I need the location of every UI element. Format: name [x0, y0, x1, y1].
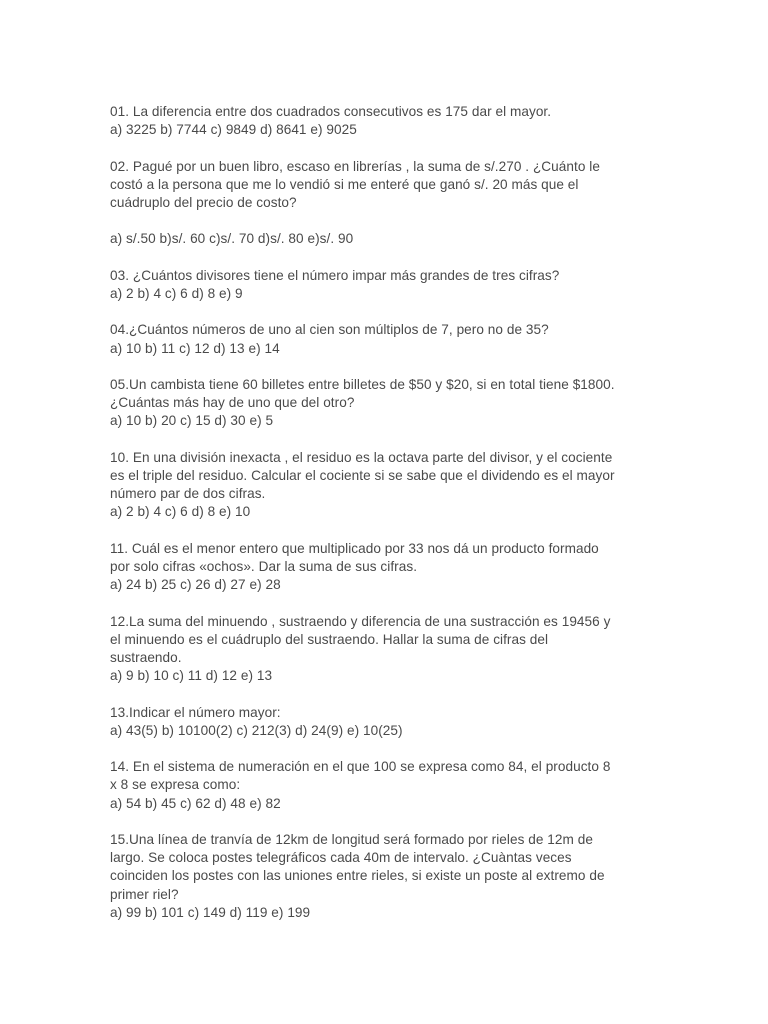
problem-statement: 12.La suma del minuendo , sustraendo y diferencia de una sustracción es 19456 y el minuendo es el cuádruplo del sustraendo. Hallar la suma de cifras del sustraendo.	[110, 613, 611, 665]
problem-12	[110, 613, 670, 686]
problem-14	[110, 758, 670, 813]
problem-13	[110, 704, 670, 740]
problem-statement: 02. Pagué por un buen libro, escaso en librerías , la suma de s/.270 . ¿Cuánto le costó a la persona que me lo vendió si me enteré que ganó s/. 20 más que el cuádruplo del precio de costo?	[110, 158, 600, 210]
problem-statement: 15.Una línea de tranvía de 12km de longitud será formado por rieles de 12m de largo. Se coloca postes telegráficos cada 40m de intervalo. ¿Cuàntas veces coinciden los postes con las uniones entre rieles, si existe un poste al extremo de primer riel?	[110, 831, 605, 902]
problem-statement: 13.Indicar el número mayor:	[110, 704, 281, 720]
problem-statement: 14. En el sistema de numeración en el que 100 se expresa como 84, el producto 8 x 8 se expresa como:	[110, 759, 611, 793]
answer-options: a) 3225 b) 7744 c) 9849 d) 8641 e) 9025	[110, 122, 357, 138]
problem-statement: 03. ¿Cuántos divisores tiene el número impar más grandes de tres cifras?	[110, 267, 560, 283]
problem-statement: 05.Un cambista tiene 60 billetes entre billetes de $50 y $20, si en total tiene $1800. ¿Cuántas más hay de uno que del otro?	[110, 376, 615, 411]
answer-options: a) 9 b) 10 c) 11 d) 12 e) 13	[110, 668, 273, 684]
answer-options: a) 10 b) 20 c) 15 d) 30 e) 5	[110, 413, 274, 429]
problem-04	[110, 321, 670, 357]
problem-statement: 04.¿Cuántos números de uno al cien son múltiplos de 7, pero no de 35?	[110, 322, 549, 338]
answer-options: a) 99 b) 101 c) 149 d) 119 e) 199	[110, 904, 311, 920]
answer-options: a) 10 b) 11 c) 12 d) 13 e) 14	[110, 340, 280, 356]
answer-options: a) 24 b) 25 c) 26 d) 27 e) 28	[110, 577, 281, 593]
problem-list	[110, 103, 670, 940]
problem-11	[110, 540, 670, 595]
problem-statement: 10. En una división inexacta , el residuo es la octava parte del divisor, y el cociente es el triple del residuo. Calcular el cociente si se sabe que el dividendo es el mayor número par de dos cifras.	[110, 449, 615, 502]
problem-02	[110, 158, 670, 249]
answer-options: a) 2 b) 4 c) 6 d) 8 e) 10	[110, 504, 251, 520]
problem-10	[110, 449, 670, 522]
answer-options: a) 2 b) 4 c) 6 d) 8 e) 9	[110, 285, 243, 301]
answer-options: a) 43(5) b) 10100(2) c) 212(3) d) 24(9) e) 10(25)	[110, 722, 403, 738]
problem-statement: 11. Cuál es el menor entero que multiplicado por 33 nos dá un producto formado por solo cifras «ochos». Dar la suma de sus cifras.	[110, 540, 599, 574]
problem-15	[110, 831, 670, 922]
answer-options: a) 54 b) 45 c) 62 d) 48 e) 82	[110, 795, 281, 811]
problem-03	[110, 267, 670, 303]
problem-statement: 01. La diferencia entre dos cuadrados consecutivos es 175 dar el mayor.	[110, 104, 552, 119]
problem-01	[110, 103, 670, 139]
problem-05	[110, 376, 670, 431]
answer-options: a) s/.50 b)s/. 60 c)s/. 70 d)s/. 80 e)s/. 90	[110, 231, 354, 247]
blank-line	[110, 212, 670, 230]
